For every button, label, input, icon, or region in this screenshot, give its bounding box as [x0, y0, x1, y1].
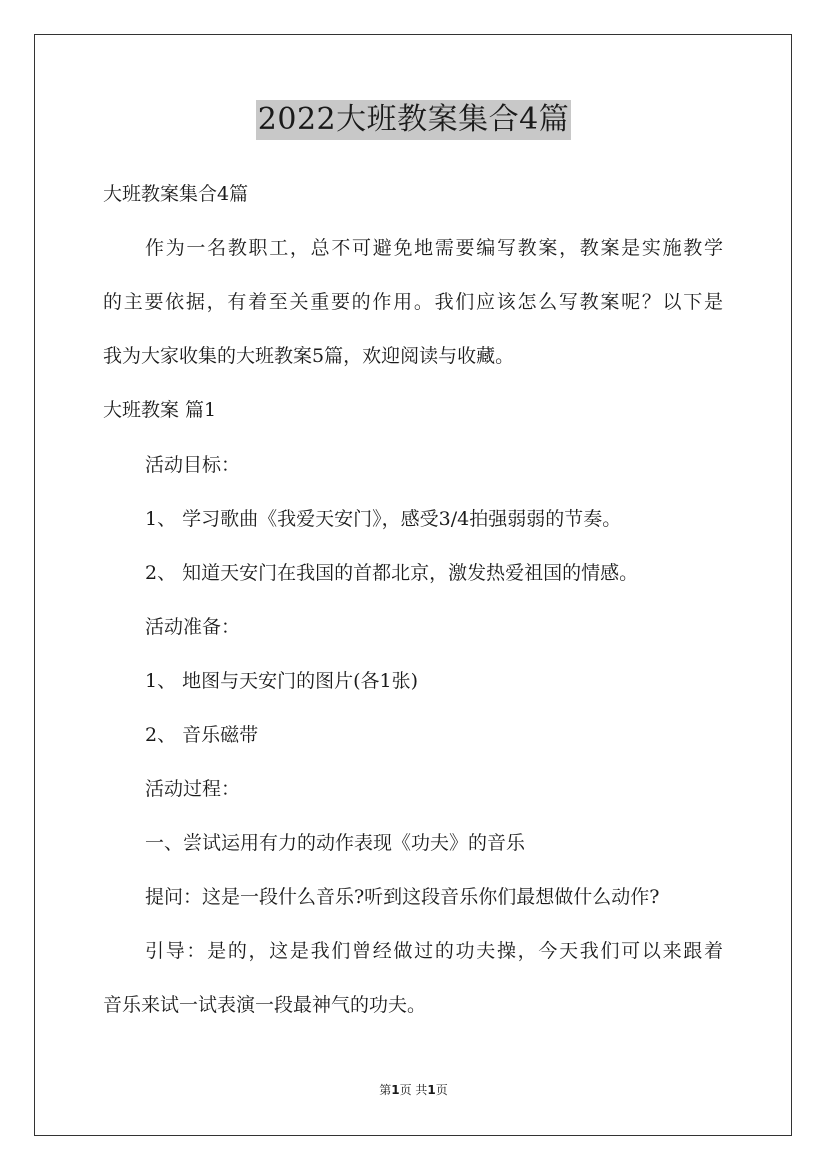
footer-suffix: 页	[435, 1083, 448, 1097]
paragraph-line: 引导：是的，这是我们曾经做过的功夫操，今天我们可以来跟着	[145, 940, 723, 962]
step-heading: 一、尝试运用有力的动作表现《功夫》的音乐	[145, 832, 526, 854]
footer-current-page: 1	[391, 1083, 400, 1097]
document-title: 2022大班教案集合4篇	[256, 100, 571, 140]
subheading-process: 活动过程：	[145, 778, 241, 800]
list-item: 1、 地图与天安门的图片(各1张)	[145, 670, 419, 692]
list-item: 1、 学习歌曲《我爱天安门》，感受3/4拍强弱弱的节奏。	[145, 508, 622, 530]
list-item: 2、 知道天安门在我国的首都北京，激发热爱祖国的情感。	[145, 562, 639, 584]
paragraph-line: 提问：这是一段什么音乐?听到这段音乐你们最想做什么动作?	[145, 886, 660, 908]
paragraph-line: 音乐来试一试表演一段最神气的功夫。	[103, 994, 427, 1016]
paragraph-line: 我为大家收集的大班教案5篇，欢迎阅读与收藏。	[103, 345, 515, 367]
footer-prefix: 第	[379, 1083, 392, 1097]
footer-total-pages: 1	[427, 1083, 436, 1097]
list-item: 2、 音乐磁带	[145, 724, 259, 746]
subheading-preparation: 活动准备：	[145, 616, 241, 638]
paragraph-line: 作为一名教职工，总不可避免地需要编写教案，教案是实施教学	[145, 237, 723, 259]
section-heading: 大班教案 篇1	[103, 399, 217, 421]
subtitle-line: 大班教案集合4篇	[103, 183, 249, 205]
subheading-objectives: 活动目标：	[145, 454, 241, 476]
page-footer	[0, 1082, 827, 1098]
footer-mid: 页 共	[399, 1083, 428, 1097]
title-container	[0, 100, 827, 140]
paragraph-line: 的主要依据，有着至关重要的作用。我们应该怎么写教案呢？以下是	[103, 291, 723, 313]
